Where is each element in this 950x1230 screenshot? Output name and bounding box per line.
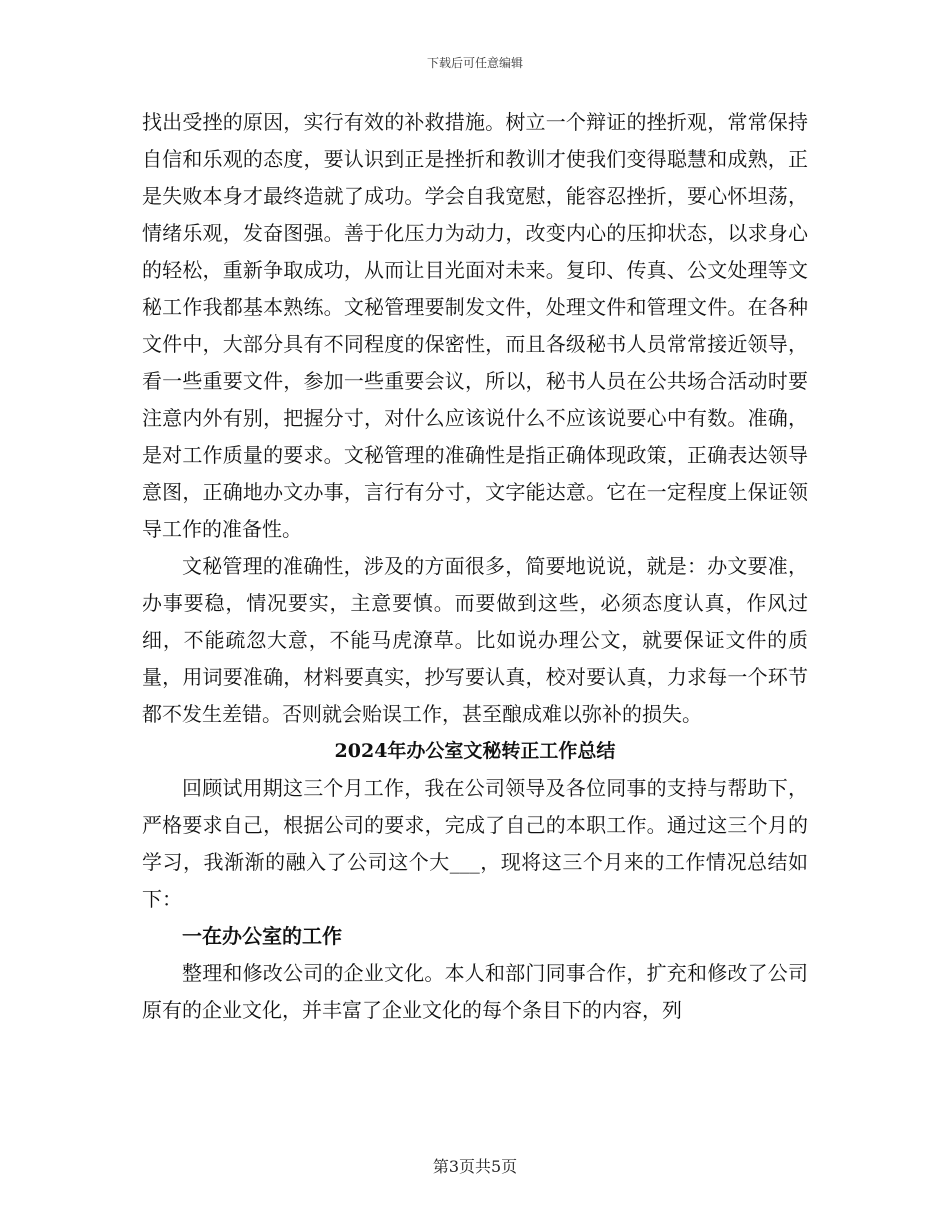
page-footer: 第3页共5页 <box>432 1157 518 1176</box>
page-header: 下载后可任意编辑 <box>426 56 523 70</box>
paragraph-4: 整理和修改公司的企业文化。本人和部门同事合作，扩充和修改了公司原有的企业文化，并丰富了企业文化的每个条目下的内容，列 <box>142 961 808 1022</box>
section-title: 2024年办公室文秘转正工作总结 <box>334 740 616 762</box>
subsection-heading: 一在办公室的工作 <box>182 924 342 948</box>
document-body <box>142 104 808 1029</box>
paragraph-1: 找出受挫的原因，实行有效的补救措施。树立一个辩证的挫折观，常常保持自信和乐观的态度，要认识到正是挫折和教训才使我们变得聪慧和成熟，正是失败本身才最终造就了成功。学会自我宽慰，能容忍挫折，要心怀坦荡，情绪乐观，发奋图强。善于化压力为动力，改变内心的压抑状态，以求身心的轻松，重新争取成功，从而让目光面对未来。复印、传真、公文处理等文秘工作我都基本熟练。文秘管理要制发文件，处理文件和管理文件。在各种文件中，大部分具有不同程度的保密性，而且各级秘书人员常常接近领导，看一些重要文件，参加一些重要会议，所以，秘书人员在公共场合活动时要注意内外有别，把握分寸，对什么应该说什么不应该说要心中有数。准确，是对工作质量的要求。文秘管理的准确性是指正确体现政策，正确表达领导意图，正确地办文办事，言行有分寸，文字能达意。它在一定程度上保证领导工作的准备性。 <box>142 110 808 541</box>
paragraph-2: 文秘管理的准确性，涉及的方面很多，简要地说说，就是：办文要准，办事要稳，情况要实，主意要慎。而要做到这些，必须态度认真，作风过细，不能疏忽大意，不能马虎潦草。比如说办理公文，就要保证文件的质量，用词要准确，材料要真实，抄写要认真，校对要认真，力求每一个环节都不发生差错。否则就会贻误工作，甚至酿成难以弥补的损失。 <box>142 554 808 726</box>
paragraph-3: 回顾试用期这三个月工作，我在公司领导及各位同事的支持与帮助下，严格要求自己，根据公司的要求，完成了自己的本职工作。通过这三个月的学习，我渐渐的融入了公司这个大___，现将这三个月来的工作情况总结如下： <box>142 776 808 911</box>
